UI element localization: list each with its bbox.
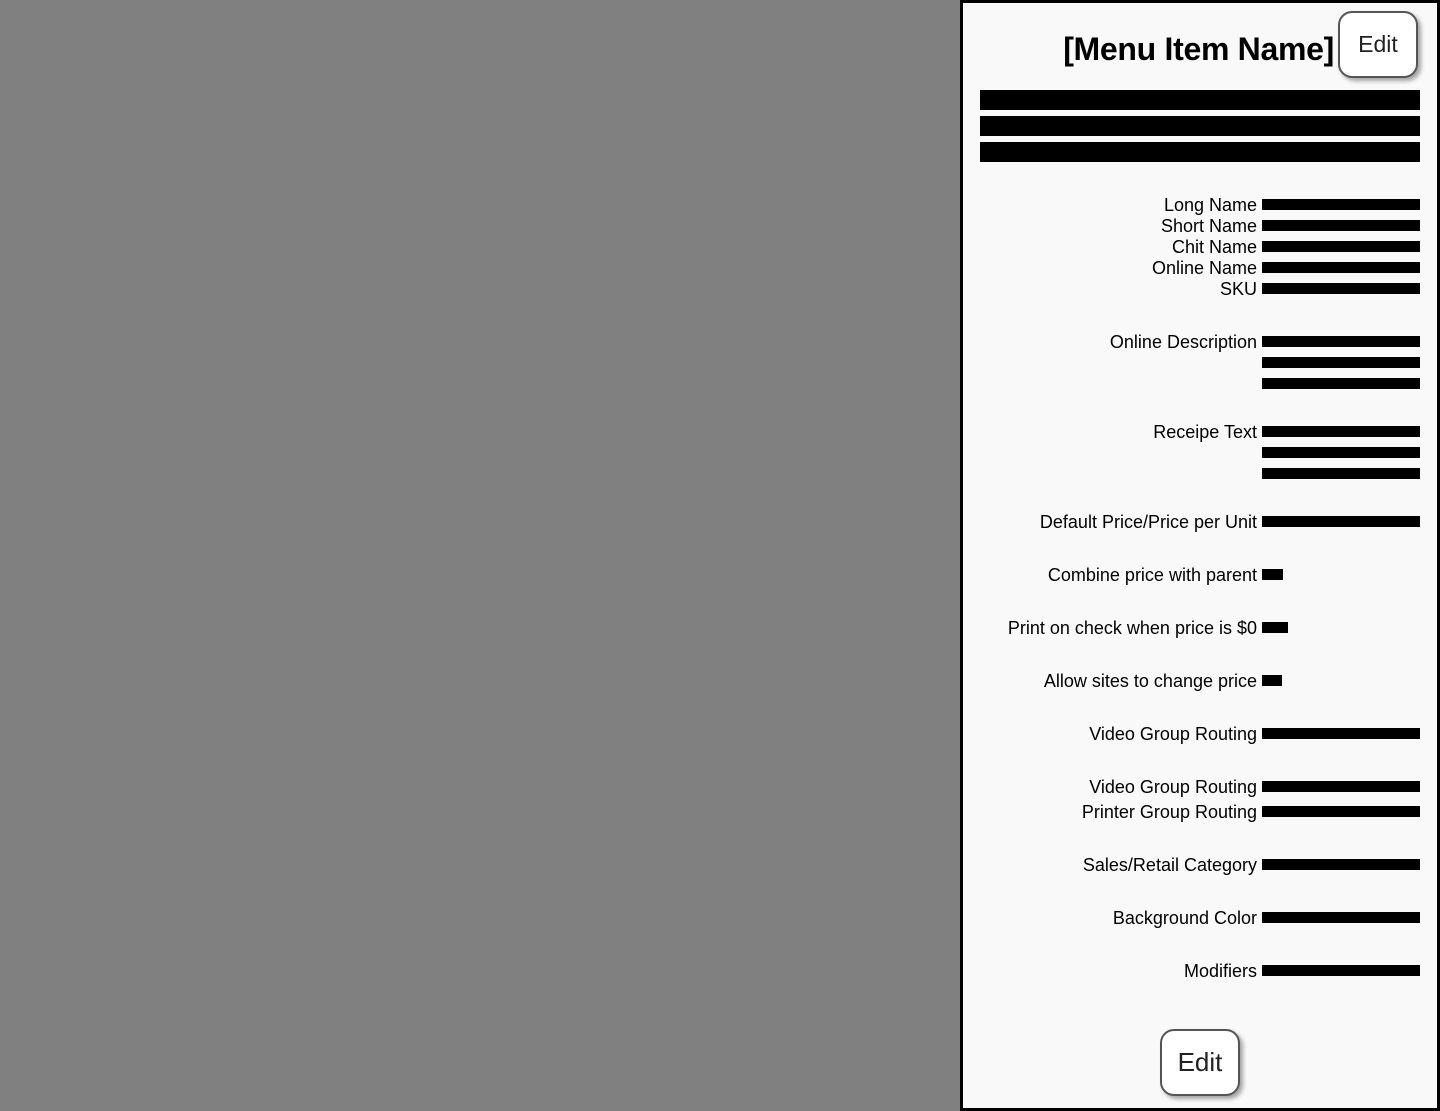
edit-button-top[interactable]: Edit xyxy=(1338,11,1418,78)
chit-name-value xyxy=(1262,241,1420,252)
video-group-routing-label: Video Group Routing xyxy=(1089,724,1257,744)
print-on-check-label: Print on check when price is $0 xyxy=(1007,618,1257,638)
default-price-value xyxy=(1262,516,1420,527)
combine-price-value xyxy=(1262,569,1283,580)
sales-retail-category-value xyxy=(1262,859,1420,870)
modifiers-label: Modifiers xyxy=(1183,961,1257,981)
online-description-value-line xyxy=(1262,357,1420,368)
chit-name-label: Chit Name xyxy=(1171,237,1257,257)
sku-value xyxy=(1262,283,1420,294)
default-price-label: Default Price/Price per Unit xyxy=(1039,512,1257,532)
video-group-routing-label-2: Video Group Routing xyxy=(1089,777,1257,797)
online-description-value-line xyxy=(1262,378,1420,389)
receipe-text-value-line xyxy=(1262,426,1420,437)
modifiers-value xyxy=(1262,965,1420,976)
page-title: [Menu Item Name] xyxy=(1063,31,1334,67)
edit-button-bottom[interactable]: Edit xyxy=(1160,1029,1240,1096)
printer-group-routing-label: Printer Group Routing xyxy=(1081,802,1257,822)
receipe-text-value-line xyxy=(1262,468,1420,479)
description-redacted-line xyxy=(980,116,1420,136)
description-redacted-line xyxy=(980,90,1420,110)
short-name-value xyxy=(1262,220,1420,231)
combine-price-label: Combine price with parent xyxy=(1047,565,1257,585)
print-on-check-value xyxy=(1262,622,1288,633)
long-name-label: Long Name xyxy=(1163,195,1257,215)
menu-item-detail-panel xyxy=(960,0,1440,1111)
receipe-text-label: Receipe Text xyxy=(1153,422,1257,442)
short-name-label: Short Name xyxy=(1160,216,1257,236)
receipe-text-value-line xyxy=(1262,447,1420,458)
description-redacted-line xyxy=(980,142,1420,162)
background-color-value xyxy=(1262,912,1420,923)
sku-label: SKU xyxy=(1219,279,1257,299)
video-group-routing-value-2 xyxy=(1262,781,1420,792)
online-name-label: Online Name xyxy=(1151,258,1257,278)
online-description-label: Online Description xyxy=(1109,332,1257,352)
printer-group-routing-value xyxy=(1262,806,1420,817)
sales-retail-category-label: Sales/Retail Category xyxy=(1082,855,1257,875)
allow-sites-label: Allow sites to change price xyxy=(1043,671,1257,691)
allow-sites-value xyxy=(1262,675,1282,686)
video-group-routing-value xyxy=(1262,728,1420,739)
background-color-label: Background Color xyxy=(1112,908,1257,928)
long-name-value xyxy=(1262,199,1420,210)
online-name-value xyxy=(1262,262,1420,273)
online-description-value-line xyxy=(1262,336,1420,347)
